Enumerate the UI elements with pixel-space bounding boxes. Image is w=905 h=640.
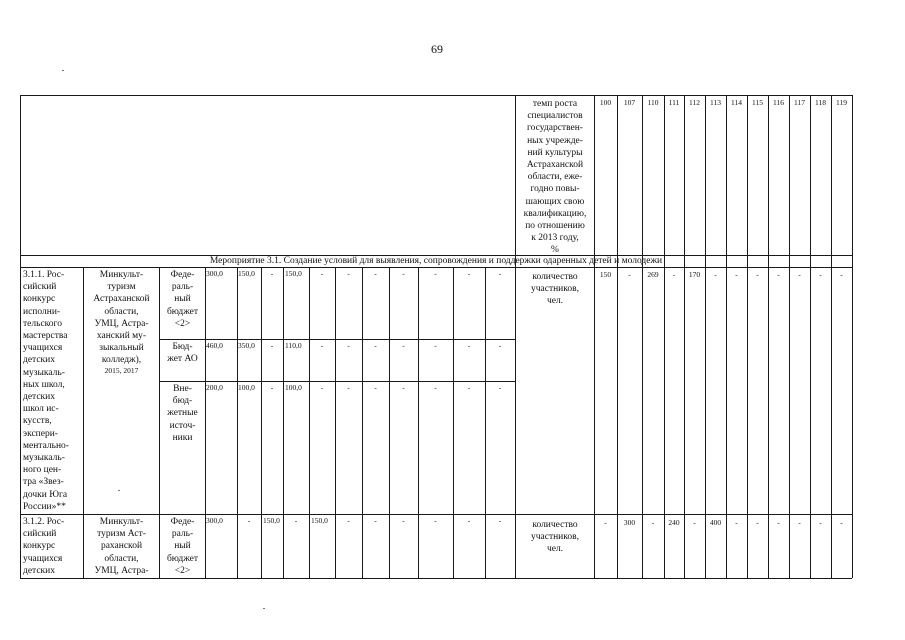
row-311-value: 150 [599, 270, 612, 279]
cell: - [498, 341, 502, 350]
table-line [418, 268, 419, 578]
cell: - [402, 269, 405, 278]
row-312-value: 400 [709, 518, 722, 527]
table-line [309, 268, 310, 578]
top-value: 119 [836, 98, 847, 107]
row-311-source-federal: Феде- раль- ный бюджет <2> [166, 270, 199, 329]
top-value: 114 [731, 98, 742, 107]
cell: - [320, 341, 324, 350]
cell: 150,0 [238, 269, 255, 278]
cell: 300,0 [206, 269, 223, 278]
cell: - [434, 341, 437, 350]
cell: - [434, 516, 437, 525]
cell: 460,0 [206, 341, 223, 350]
cell: 100,0 [285, 383, 302, 392]
cell: - [374, 269, 377, 278]
table-line [789, 95, 790, 578]
row-312-code: 3.1.2. Рос- сийский конкурс учащихся детских [23, 517, 65, 576]
cell: - [498, 383, 502, 392]
cell: 100,0 [238, 383, 255, 392]
row-311-indicator: количество участников, чел. [530, 272, 580, 307]
cell: - [467, 383, 471, 392]
table-line [362, 268, 363, 578]
cell: - [270, 269, 274, 278]
row-312-value: 240 [668, 518, 680, 527]
table-line [831, 95, 832, 578]
table-line [705, 95, 706, 578]
cell: - [498, 516, 502, 525]
table-line [453, 268, 454, 578]
growth-rate-indicator: темп роста специалистов государствен- ных учрежде- ний культуры Астраханской области, еже- годно повы- шающих свою квалификацию, по отношению к 2013 году, % [523, 99, 587, 256]
row-312-executor: Минкульт- туризм Аст- раханской области, УМЦ, Астра- [94, 517, 149, 576]
cell: - [374, 383, 377, 392]
cell: 110,0 [285, 341, 302, 350]
row-311-value: - [628, 270, 631, 279]
cell: - [270, 383, 274, 392]
top-value: 107 [623, 98, 636, 107]
row-311-value: 170 [688, 270, 701, 279]
row-312-value: - [840, 518, 843, 527]
cell: - [247, 516, 251, 525]
row-312-value: - [735, 518, 738, 527]
top-value: 111 [668, 98, 680, 107]
row-312-value: - [604, 518, 607, 527]
table-line [810, 95, 811, 578]
table-line [205, 268, 206, 578]
cell: - [374, 516, 377, 525]
cell: - [402, 516, 405, 525]
top-value: 117 [794, 98, 805, 107]
cell: - [467, 341, 471, 350]
cell: - [498, 269, 502, 278]
table-border [20, 578, 852, 579]
table-line [594, 95, 595, 578]
cell: - [347, 269, 350, 278]
cell: 300,0 [206, 516, 223, 525]
row-311-value: - [777, 270, 780, 279]
row-312-indicator: количество участников, чел. [530, 520, 580, 555]
table-border [20, 95, 852, 96]
cell: - [402, 383, 405, 392]
row-312-value: 300 [623, 518, 636, 527]
page-number: 69 [431, 42, 443, 56]
row-311-years: 2015, 2017 [104, 366, 139, 375]
table-line [642, 95, 643, 578]
event-header: Мероприятие 3.1. Создание условий для выявления, сопровождения и поддержки одаренных детей и молодежи [209, 256, 663, 266]
top-value: 116 [773, 98, 784, 107]
row-311-value: - [756, 270, 759, 279]
cell: 150,0 [311, 516, 328, 525]
row-312-source: Феде- раль- ный бюджет <2> [166, 517, 199, 576]
table-line [684, 95, 685, 578]
scan-speck [263, 608, 265, 609]
row-312-value: - [756, 518, 759, 527]
table-line [485, 268, 486, 578]
cell: - [320, 383, 324, 392]
table-line [726, 95, 727, 578]
table-line [159, 381, 515, 382]
cell: 150,0 [285, 269, 302, 278]
row-312-value: - [693, 518, 696, 527]
row-311-value: - [714, 270, 717, 279]
row-311-value: 269 [647, 270, 659, 279]
row-311-executor: Минкульт- туризм Астраханской области, УМЦ, Астра- ханский му- зыкальный колледж), [93, 270, 150, 366]
cell: - [347, 341, 350, 350]
row-311-value: - [672, 270, 676, 279]
table-line [283, 268, 284, 578]
table-line [768, 95, 769, 578]
cell: - [402, 341, 405, 350]
cell: 200,0 [206, 383, 223, 392]
row-311-code: 3.1.1. Рос- сийский конкурс исполни- тельского мастерства учащихся детских музыкаль- ных школ, детских школ ис- кусств, экспери- ментально- музыкаль- ного цен- тра «Звез- дочки Юга России»** [23, 270, 69, 512]
cell: - [347, 383, 350, 392]
row-312-value: - [819, 518, 822, 527]
table-line [159, 339, 515, 340]
table-line [261, 268, 262, 578]
row-311-value: - [840, 270, 843, 279]
cell: 350,0 [238, 341, 255, 350]
table-line [389, 268, 390, 578]
cell: - [374, 341, 377, 350]
cell: - [347, 516, 350, 525]
row-311-source-extrabudget: Вне- бюд- жетные источ- ники [167, 384, 198, 443]
table-line [617, 95, 618, 578]
cell: - [270, 341, 274, 350]
table-line [664, 95, 665, 578]
top-value: 115 [752, 98, 763, 107]
top-value: 110 [647, 98, 659, 107]
cell: 150,0 [263, 516, 280, 525]
row-311-value: - [798, 270, 801, 279]
table-border [852, 95, 853, 578]
row-311-value: - [819, 270, 822, 279]
top-value: 118 [815, 98, 826, 107]
table-line [237, 268, 238, 578]
table-line [747, 95, 748, 578]
row-312-value: - [798, 518, 801, 527]
top-value: 112 [689, 98, 700, 107]
table-line [335, 268, 336, 578]
cell: - [434, 269, 437, 278]
table-line [20, 514, 852, 515]
row-311-source-regional: Бюд- жет АО [167, 342, 198, 365]
cell: - [467, 269, 471, 278]
row-312-value: - [651, 518, 655, 527]
scan-speck [62, 70, 64, 71]
cell: - [294, 516, 298, 525]
cell: - [434, 383, 437, 392]
top-value: 100 [599, 98, 612, 107]
cell: - [467, 516, 471, 525]
table-border [20, 95, 21, 578]
row-312-value: - [777, 518, 780, 527]
scan-speck [118, 490, 120, 491]
table-line [20, 267, 852, 268]
row-311-value: - [735, 270, 738, 279]
cell: - [320, 269, 324, 278]
top-value: 113 [710, 98, 721, 107]
